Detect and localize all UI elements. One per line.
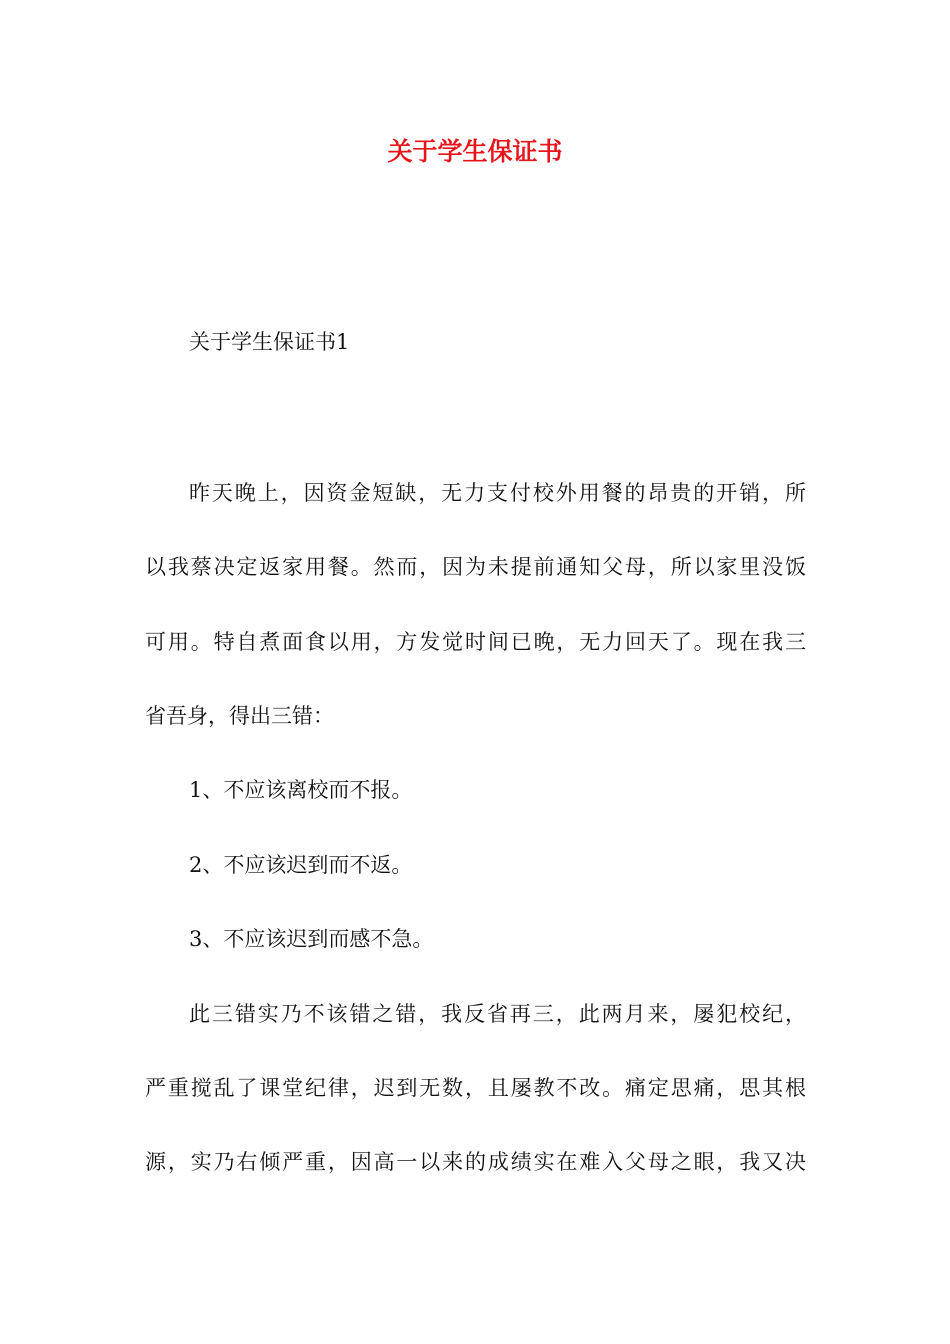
section-heading: 关于学生保证书1 <box>189 330 350 354</box>
paragraph-line: 源，实乃右倾严重，因高一以来的成绩实在难入父母之眼，我又决 <box>145 1150 806 1174</box>
paragraph-line: 严重搅乱了课堂纪律，迟到无数，且屡教不改。痛定思痛，思其根 <box>145 1076 806 1100</box>
paragraph-line: 省吾身，得出三错： <box>145 704 334 728</box>
paragraph-line: 此三错实乃不该错之错，我反省再三，此两月来，屡犯校纪， <box>189 1002 806 1026</box>
paragraph-line: 昨天晚上，因资金短缺，无力支付校外用餐的昂贵的开销，所 <box>189 481 806 505</box>
list-item: 3、不应该迟到而感不急。 <box>189 927 434 951</box>
paragraph-line: 以我蔡决定返家用餐。然而，因为未提前通知父母，所以家里没饭 <box>145 555 806 579</box>
list-item: 1、不应该离校而不报。 <box>189 778 413 802</box>
paragraph-line: 可用。特自煮面食以用，方发觉时间已晚，无力回天了。现在我三 <box>145 630 806 654</box>
list-item: 2、不应该迟到而不返。 <box>189 853 413 877</box>
document-title: 关于学生保证书 <box>387 137 563 166</box>
